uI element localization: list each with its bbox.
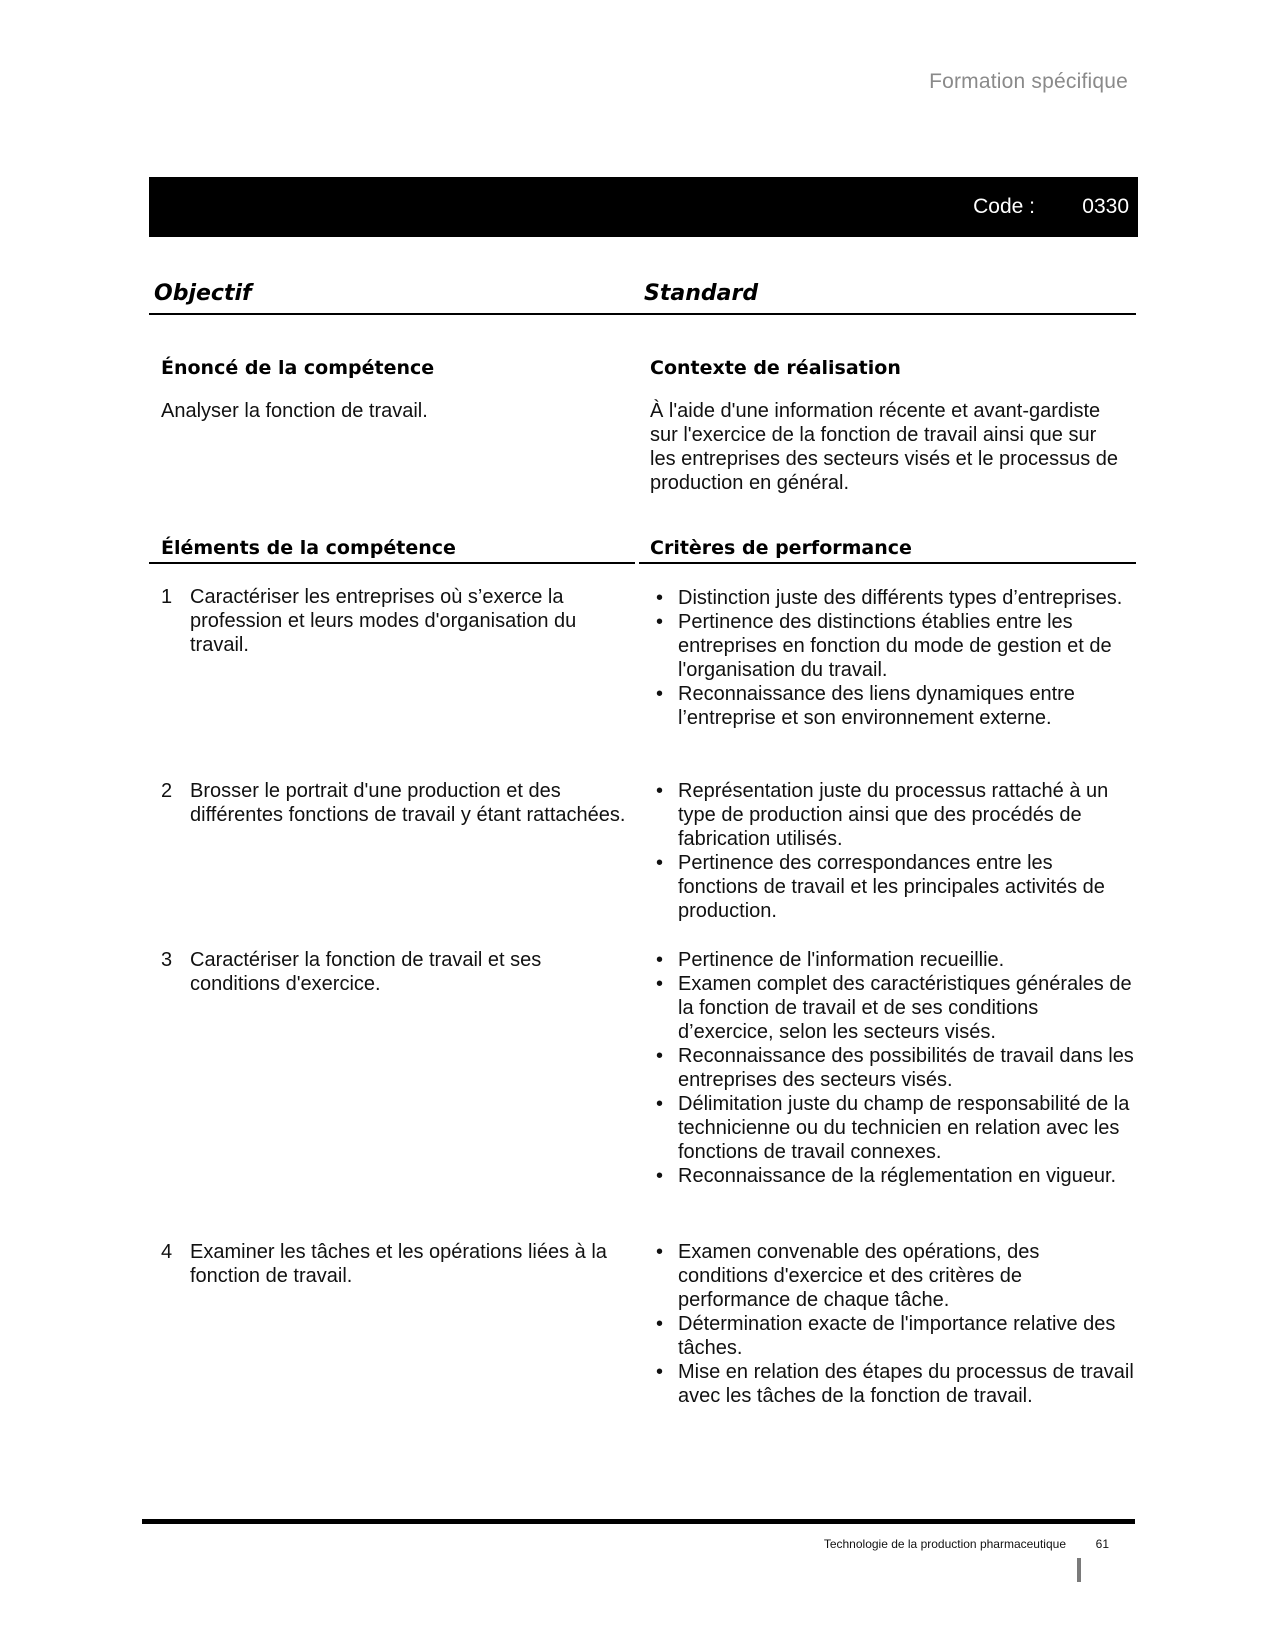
element-text: Brosser le portrait d'une production et des différentes fonctions de travail y étant rattachées.: [190, 780, 626, 826]
objectif-heading: Objectif: [154, 281, 252, 306]
criteria-item: • Pertinence de l'information recueillie.: [654, 948, 1134, 972]
elements-heading-rule: [149, 562, 635, 564]
context-heading: Contexte de réalisation: [650, 357, 901, 379]
competence-element: [161, 1240, 631, 1288]
footer-program-title: Technologie de la production pharmaceutique: [823, 1537, 1066, 1551]
criteria-item: • Mise en relation des étapes du processus de travail avec les tâches de la fonction de travail.: [654, 1360, 1134, 1408]
element-number: 1: [161, 586, 173, 608]
criteria-list: [654, 779, 1134, 923]
footer-marker: [1077, 1558, 1081, 1582]
criteria-item: • Pertinence des correspondances entre les fonctions de travail et les principales activités de production.: [654, 851, 1134, 923]
criteria-item: • Examen convenable des opérations, des conditions d'exercice et des critères de performance de chaque tâche.: [654, 1240, 1134, 1312]
element-number: 4: [161, 1241, 173, 1263]
section-label: Formation spécifique: [929, 70, 1128, 93]
criteria-item: • Représentation juste du processus rattaché à un type de production ainsi que des procédés de fabrication utilisés.: [654, 779, 1134, 851]
element-text: Examiner les tâches et les opérations liées à la fonction de travail.: [190, 1241, 607, 1287]
criteria-item: • Reconnaissance des liens dynamiques entre l’entreprise et son environnement externe.: [654, 682, 1134, 730]
criteria-list: [654, 586, 1134, 730]
criteria-item: • Reconnaissance de la réglementation en vigueur.: [654, 1164, 1134, 1188]
page-number: 61: [1095, 1537, 1109, 1551]
element-number: 3: [161, 949, 173, 971]
code-value: 0330: [1082, 195, 1129, 218]
code-bar: [149, 177, 1138, 237]
competence-element: [161, 585, 631, 657]
footer-rule: [142, 1519, 1135, 1524]
code-label: Code :: [973, 195, 1035, 218]
criteria-item: • Délimitation juste du champ de responsabilité de la technicienne ou du technicien en relation avec les fonctions de travail connexes.: [654, 1092, 1134, 1164]
criteria-item: • Détermination exacte de l'importance relative des tâches.: [654, 1312, 1134, 1360]
competence-element: [161, 948, 631, 996]
statement-heading: Énoncé de la compétence: [161, 357, 435, 379]
context-text: À l'aide d'une information récente et avant-gardiste sur l'exercice de la fonction de travail ainsi que sur les entreprises des secteurs visés et le processus de production en général.: [650, 400, 1118, 494]
element-text: Caractériser les entreprises où s’exerce la profession et leurs modes d'organisation du travail.: [190, 586, 577, 656]
elements-heading: Éléments de la compétence: [161, 537, 456, 559]
statement-text: Analyser la fonction de travail.: [161, 400, 428, 422]
criteria-item: • Examen complet des caractéristiques générales de la fonction de travail et de ses conditions d’exercice, selon les secteurs visés.: [654, 972, 1134, 1044]
element-number: 2: [161, 780, 173, 802]
criteria-heading: Critères de performance: [650, 537, 912, 559]
criteria-list: [654, 1240, 1134, 1408]
competence-element: [161, 779, 631, 827]
criteria-item: • Reconnaissance des possibilités de travail dans les entreprises des secteurs visés.: [654, 1044, 1134, 1092]
criteria-item: • Pertinence des distinctions établies entre les entreprises en fonction du mode de gestion et de l'organisation du travail.: [654, 610, 1134, 682]
element-text: Caractériser la fonction de travail et ses conditions d'exercice.: [190, 949, 542, 995]
column-heading-rule: [149, 313, 1136, 315]
standard-heading: Standard: [644, 281, 759, 306]
criteria-item: • Distinction juste des différents types d’entreprises.: [654, 586, 1134, 610]
criteria-list: [654, 948, 1134, 1188]
criteria-heading-rule: [639, 562, 1136, 564]
